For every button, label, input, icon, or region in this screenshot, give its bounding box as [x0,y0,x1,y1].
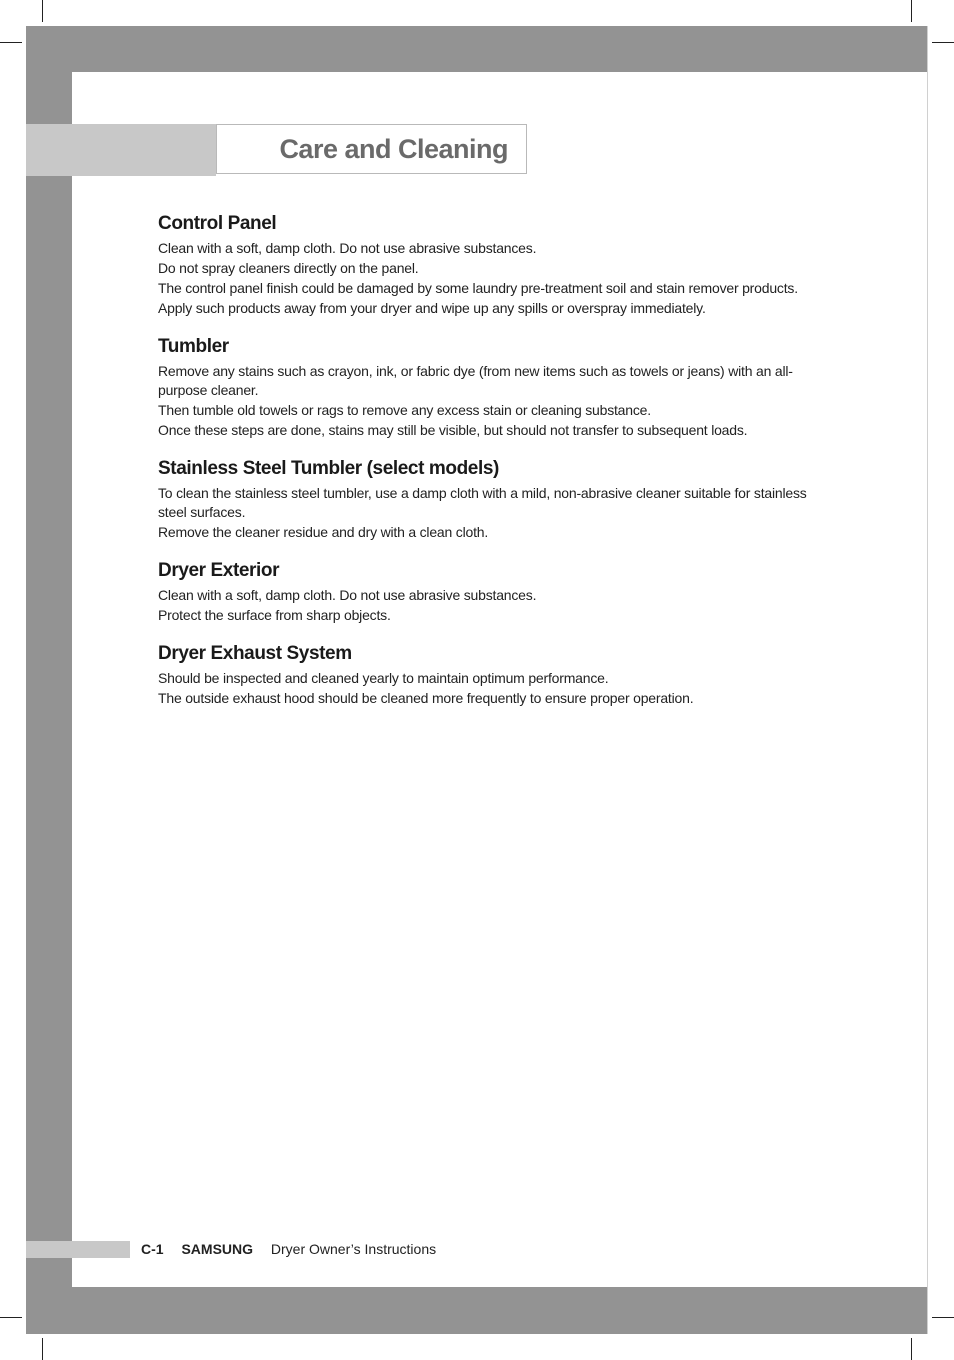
paragraph: Once these steps are done, stains may still be visible, but should not transfer to subsequent loads. [158,422,748,438]
crop-mark [932,42,954,43]
paragraph: Should be inspected and cleaned yearly to maintain optimum performance. [158,670,609,686]
paragraph: To clean the stainless steel tumbler, use a damp cloth with a mild, non-abrasive cleaner suitable for stainless steel surfaces. [158,485,807,520]
page-number: C-1 [141,1241,164,1257]
footer-band [26,1241,130,1258]
section-heading: Dryer Exterior [158,560,280,581]
crop-mark [911,1338,912,1360]
section-heading: Stainless Steel Tumbler (select models) [158,458,499,479]
section-heading: Control Panel [158,213,277,234]
crop-mark [0,1317,22,1318]
crop-mark [932,1317,954,1318]
section-heading: Tumbler [158,336,229,357]
section-tumbler [158,335,808,440]
paragraph: Protect the surface from sharp objects. [158,607,391,623]
section-stainless-steel-tumbler [158,457,808,542]
section-control-panel [158,212,808,318]
title-band [26,124,216,176]
section-dryer-exterior [158,559,808,625]
content [158,212,808,725]
crop-mark [0,42,22,43]
paragraph: Clean with a soft, damp cloth. Do not use abrasive substances. [158,240,537,256]
page-title: Care and Cleaning [279,133,508,164]
document-title: Dryer Owner’s Instructions [270,1241,437,1257]
page-frame-top [26,26,928,72]
section-heading: Dryer Exhaust System [158,643,352,664]
paragraph: Do not spray cleaners directly on the panel. [158,260,419,276]
paragraph: Remove the cleaner residue and dry with a clean cloth. [158,524,489,540]
paragraph: Apply such products away from your dryer and wipe up any spills or overspray immediately. [158,300,706,316]
paragraph: The control panel finish could be damaged by some laundry pre-treatment soil and stain remover products. [158,280,798,296]
page-frame-left [26,26,72,1334]
paragraph: Remove any stains such as crayon, ink, or fabric dye (from new items such as towels or jeans) with an all-purpose cleaner. [158,363,793,398]
crop-mark [42,0,43,22]
page-frame-right [927,26,928,1334]
crop-mark [911,0,912,22]
page-frame-bottom [26,1287,928,1334]
title-box [216,124,527,174]
section-dryer-exhaust-system [158,642,808,708]
paragraph: Clean with a soft, damp cloth. Do not use abrasive substances. [158,587,537,603]
paragraph: The outside exhaust hood should be cleaned more frequently to ensure proper operation. [158,690,694,706]
crop-mark [42,1338,43,1360]
brand-name: SAMSUNG [181,1241,254,1257]
paragraph: Then tumble old towels or rags to remove any excess stain or cleaning substance. [158,402,651,418]
page-footer [141,1240,436,1259]
